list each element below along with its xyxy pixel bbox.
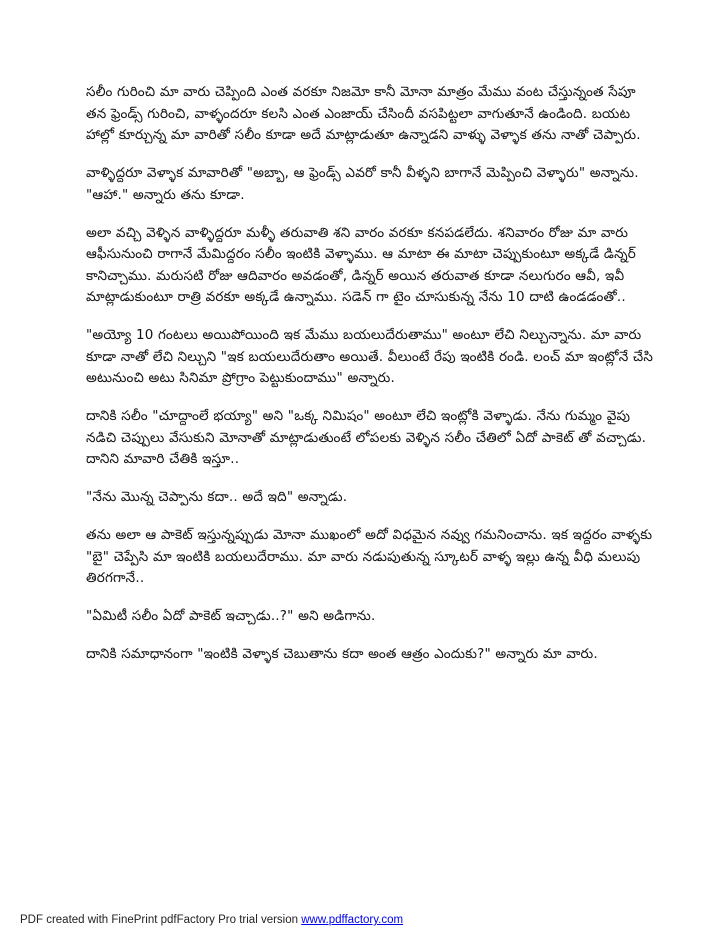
pdf-footer <box>20 914 403 926</box>
paragraph: "అయ్యో 10 గంటలు అయిపోయింది ఇక మేము బయలుదేరుతాము" అంటూ లేచి నిల్చున్నాను. మా వారు కూడా నాతో లేచి నిల్చుని "ఇక బయలుదేరుతాం అయితే. వీలుంటే రేపు ఇంటికి రండి. లంచ్ మా ఇంట్లోనే చేసి అటునుంచి అటు సినిమా ప్రోగ్రాం పెట్టుకుందాము" అన్నారు. <box>86 327 654 386</box>
footer-text: PDF created with FinePrint pdfFactory Pro trial version <box>20 914 302 926</box>
pdffactory-link[interactable]: www.pdffactory.com <box>301 914 404 926</box>
paragraph: సలీం గురించి మా వారు చెప్పింది ఎంత వరకూ నిజమో కానీ మోనా మాత్రం మేము వంట చేస్తున్నంత సేపూ తన ఫ్రెండ్స్ గురించి, వాళ్ళందరూ కలసి ఎంత ఎంజాయ్ చేసిందీ వసపిట్టలా వాగుతూనే ఉండింది. బయట హాల్లో కూర్చున్న మా వారితో సలీం కూడా అదే మాట్లాడుతూ ఉన్నాడని వాళ్ళు వెళ్ళాక తను నాతో చెప్పారు. <box>86 84 641 143</box>
paragraph: అలా వచ్చి వెళ్ళిన వాళ్ళిద్దరూ మళ్ళీ తరువాతి శని వారం వరకూ కనపడలేదు. శనివారం రోజు మా వారు ఆఫీసునుంచి రాగానే మేమిద్దరం సలీం ఇంటికి వెళ్ళాము. ఆ మాటా ఈ మాటా చెప్పుకుంటూ అక్కడే డిన్నర్ కానిచ్చాము. మరుసటి రోజు ఆదివారం అవడంతో, డిన్నర్ అయిన తరువాత కూడా నలుగురం ఆవీ, ఇవీ మాట్లాడుకుంటూ రాత్రి వరకూ అక్కడే ఉన్నాము. సడెన్ గా టైం చూసుకున్న నేను 10 దాటి ఉండడంతో.. <box>86 224 636 305</box>
paragraph: "ఏమిటీ సలీం ఏదో పాకెట్ ఇచ్చాడు..?" అని అడిగాను. <box>86 608 376 624</box>
paragraph: "నేను మొన్న చెప్పాను కదా.. అదే ఇది" అన్నాడు. <box>86 489 348 505</box>
paragraph: దానికి సలీం "చూద్దాంలే భయ్యా" అని "ఒక్క నిమిషం" అంటూ లేచి ఇంట్లోకి వెళ్ళాడు. నేను గుమ్మం వైపు నడిచి చెప్పులు వేసుకుని మోనాతో మాట్లాడుతుంటే లోపలకు వెళ్ళిన సలీం చేతిలో ఏదో పాకెట్ తో వచ్చాడు. దానిని మావారి చేతికి ఇస్తూ.. <box>86 408 647 467</box>
paragraph: తను అలా ఆ పాకెట్ ఇస్తున్నప్పుడు మోనా ముఖంలో అదో విధమైన నవ్వు గమనించాను. ఇక ఇద్దరం వాళ్ళకు "బై" చెప్పేసి మా ఇంటికి బయలుదేరాము. మా వారు నడుపుతున్న స్కూటర్ వాళ్ళ ఇల్లు ఉన్న వీధి మలుపు తిరగగానే.. <box>86 527 653 586</box>
paragraph: వాళ్ళిద్దరూ వెళ్ళాక మావారితో "అబ్బా, ఆ ఫ్రెండ్స్ ఎవరో కానీ వీళ్ళని బాగానే మెప్పించి వెళ్ళారు" అన్నాను. "ఆహా." అన్నారు తను కూడా. <box>86 165 639 203</box>
paragraph: దానికి సమాధానంగా "ఇంటికి వెళ్ళాక చెబుతాను కదా అంత ఆత్రం ఎందుకు?" అన్నారు మా వారు. <box>86 646 598 662</box>
document-body <box>86 82 658 682</box>
